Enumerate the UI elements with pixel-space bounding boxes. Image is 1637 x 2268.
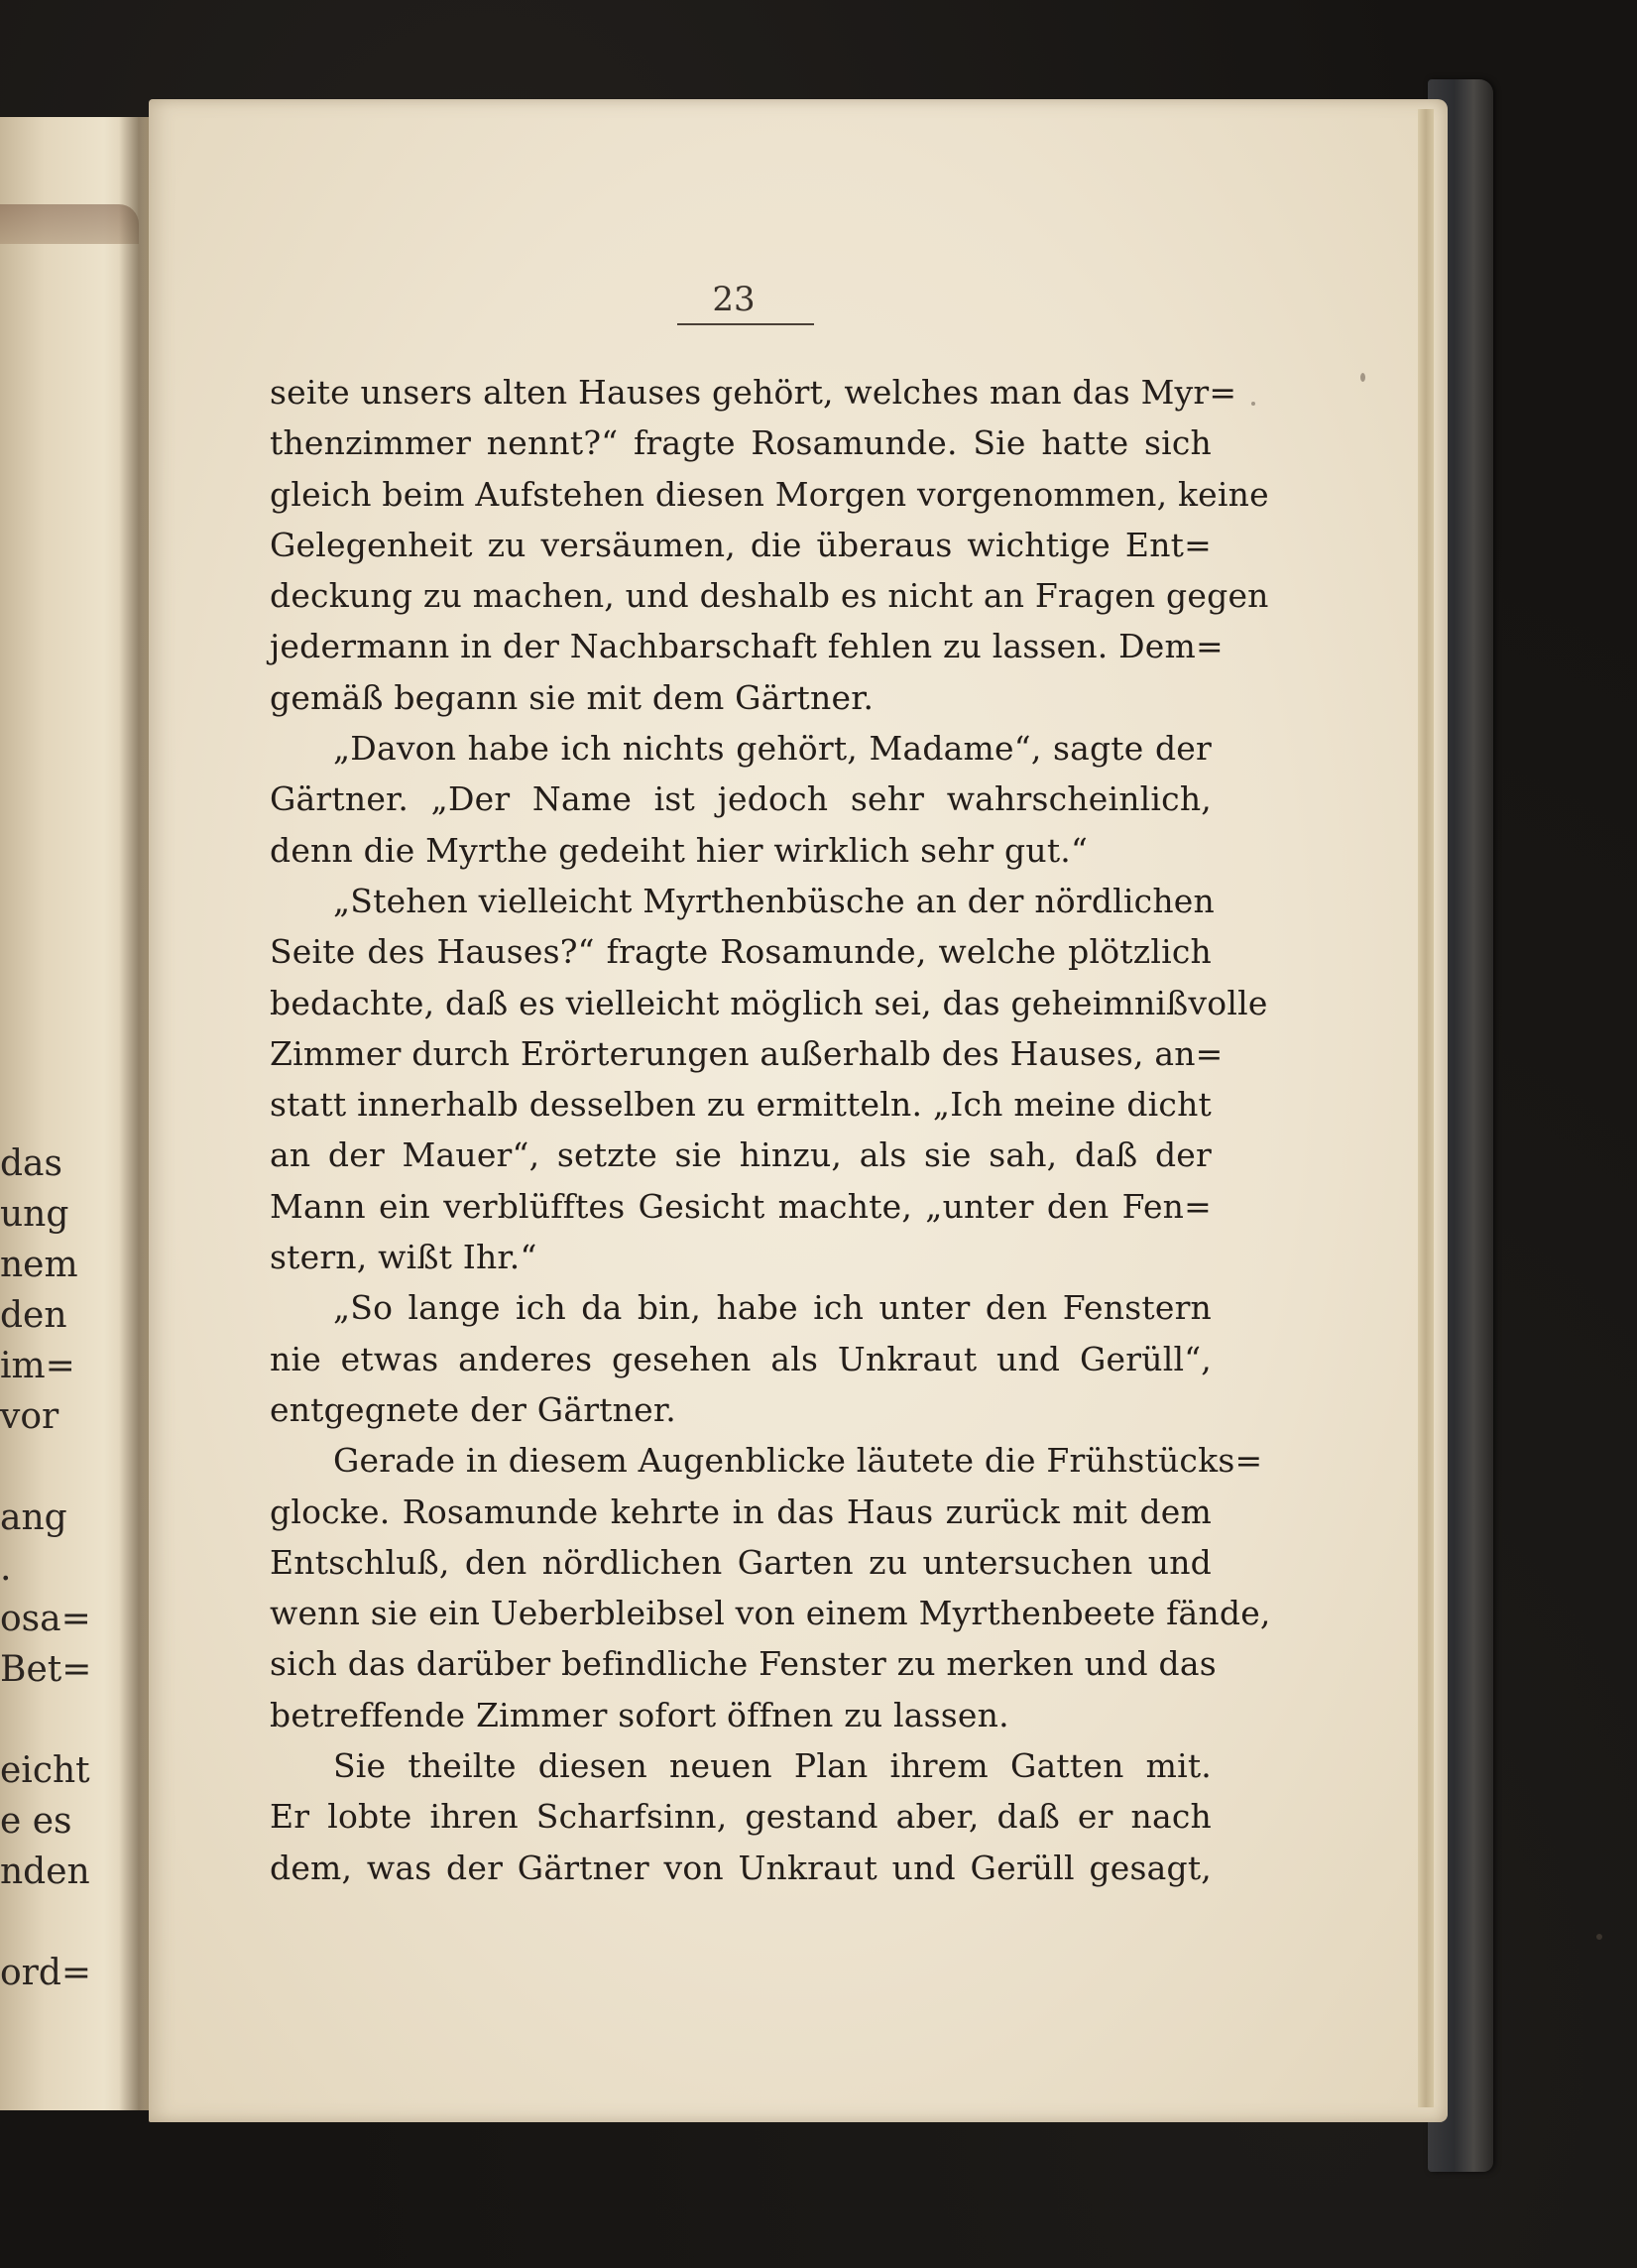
text-line: „Davon habe ich nichts gehört, Madame“, sagte der [333, 729, 1212, 769]
paper-speck [1360, 373, 1365, 382]
text-line: jedermann in der Nachbarschaft fehlen zu lassen. Dem= [270, 627, 1224, 666]
previous-page-fragment: nden [0, 1851, 90, 1892]
text-line: „So lange ich da bin, habe ich unter den Fenstern [333, 1288, 1212, 1328]
previous-page-fragment: . [0, 1548, 12, 1589]
previous-page-fragment: nem [0, 1245, 78, 1285]
previous-page-fragment: Bet= [0, 1649, 92, 1690]
text-line: Zimmer durch Erörterungen außerhalb des Hauses, an= [270, 1033, 1224, 1073]
text-line: glocke. Rosamunde kehrte in das Haus zurück mit dem [270, 1492, 1212, 1531]
text-line: Er lobte ihren Scharfsinn, gestand aber, daß er nach [270, 1797, 1212, 1837]
page-body-text [270, 367, 1271, 1893]
text-line: dem, was der Gärtner von Unkraut und Gerüll gesagt, [270, 1848, 1212, 1887]
text-line: „Stehen vielleicht Myrthenbüsche an der nördlichen [333, 881, 1215, 920]
previous-page-fragment: ang [0, 1497, 67, 1538]
text-line: sich das darüber befindliche Fenster zu merken und das [270, 1644, 1217, 1684]
text-line: bedachte, daß es vielleicht möglich sei, das geheimnißvolle [270, 983, 1268, 1022]
text-line: deckung zu machen, und deshalb es nicht an Fragen gegen [270, 576, 1269, 616]
previous-page-fragment: ung [0, 1194, 69, 1235]
previous-page-fragment: e es [0, 1801, 72, 1842]
paper-speck [1596, 1934, 1602, 1940]
text-line: Mann ein verblüfftes Gesicht machte, „unter den Fen= [270, 1186, 1212, 1226]
text-line: betreffende Zimmer sofort öffnen zu lassen. [270, 1695, 1009, 1734]
previous-page-fragment: den [0, 1295, 67, 1336]
text-line: gleich beim Aufstehen diesen Morgen vorgenommen, keine [270, 474, 1269, 514]
text-line: gemäß begann sie mit dem Gärtner. [270, 677, 875, 717]
text-line: an der Mauer“, setzte sie hinzu, als sie sah, daß der [270, 1135, 1212, 1175]
previous-page-fragment: eicht [0, 1750, 90, 1791]
text-line: denn die Myrthe gedeiht hier wirklich sehr gut.“ [270, 830, 1089, 870]
previous-page-fragment: vor [0, 1396, 59, 1437]
text-line: Sie theilte diesen neuen Plan ihrem Gatten mit. [333, 1746, 1212, 1786]
previous-page-fragment: osa= [0, 1599, 91, 1639]
text-line: nie etwas anderes gesehen als Unkraut und Gerüll“, [270, 1339, 1212, 1378]
text-line: Gelegenheit zu versäumen, die überaus wichtige Ent= [270, 525, 1212, 564]
text-line: Entschluß, den nördlichen Garten zu untersuchen und [270, 1542, 1212, 1582]
previous-page-worn-corner [0, 204, 139, 244]
page-number: 23 [712, 280, 756, 319]
text-line: entgegnete der Gärtner. [270, 1389, 676, 1429]
text-line: Gärtner. „Der Name ist jedoch sehr wahrscheinlich, [270, 779, 1212, 819]
paper-speck [1251, 402, 1255, 406]
text-line: Seite des Hauses?“ fragte Rosamunde, welche plötzlich [270, 932, 1212, 972]
previous-page-fragment: ord= [0, 1953, 92, 1993]
text-line: Gerade in diesem Augenblicke läutete die Frühstücks= [333, 1441, 1263, 1481]
text-line: seite unsers alten Hauses gehört, welches man das Myr= [270, 373, 1237, 412]
page-number-rule [677, 323, 814, 325]
previous-page-fragment: im= [0, 1346, 75, 1386]
text-line: thenzimmer nennt?“ fragte Rosamunde. Sie hatte sich [270, 423, 1212, 463]
text-line: statt innerhalb desselben zu ermitteln. „Ich meine dicht [270, 1085, 1212, 1125]
previous-page-fragment: das [0, 1143, 62, 1184]
page-stack-edge [1418, 109, 1434, 2107]
text-line: stern, wißt Ihr.“ [270, 1238, 537, 1277]
text-line: wenn sie ein Ueberbleibsel von einem Myrthenbeete fände, [270, 1594, 1271, 1633]
